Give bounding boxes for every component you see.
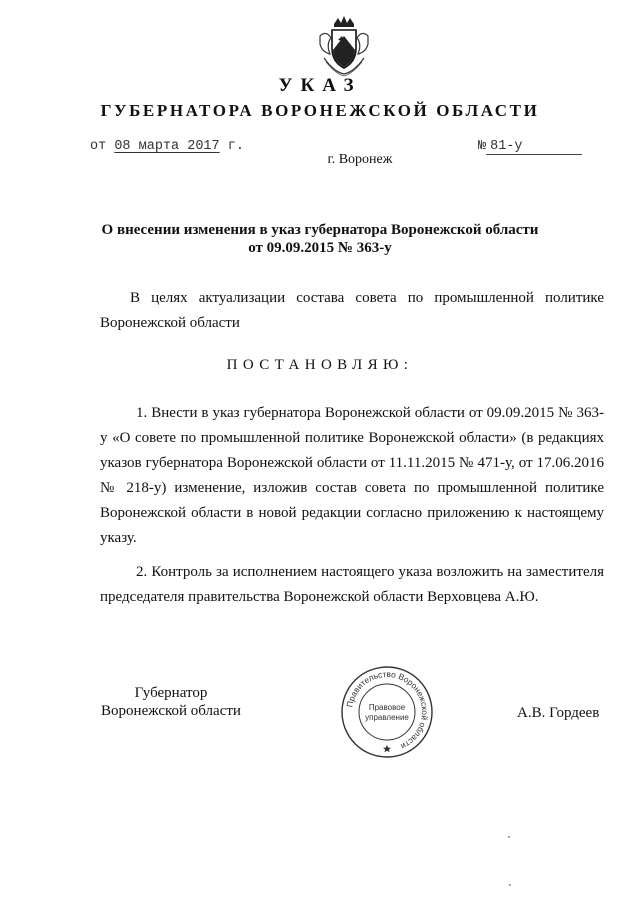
- purpose-paragraph: В целях актуализации состава совета по промышленной политике Воронежской области: [100, 290, 604, 331]
- signer-name: А.В. Гордеев: [517, 705, 600, 721]
- resolve-heading: ПОСТАНОВЛЯЮ:: [226, 357, 414, 373]
- stamp-ring-text: Правительство Воронежской области: [344, 668, 431, 752]
- issuer-title: ГУБЕРНАТОРА ВОРОНЕЖСКОЙ ОБЛАСТИ: [100, 101, 540, 120]
- decree-number: 81-у: [486, 139, 582, 155]
- heading-line-1: О внесении изменения в указ губернатора Воронежской области: [101, 222, 539, 238]
- official-stamp: [340, 665, 434, 759]
- document-title: УКАЗ: [278, 75, 362, 96]
- heading-line-2: от 09.09.2015 № 363-у: [248, 240, 392, 256]
- scan-speck: [509, 884, 511, 886]
- city: г. Воронеж: [327, 152, 393, 167]
- date-suffix: г.: [227, 139, 244, 154]
- stamp-star-icon: [383, 745, 391, 752]
- signer-title-line-1: Губернатор: [134, 685, 208, 701]
- decree-heading: [0, 221, 640, 257]
- number-prefix: №: [478, 139, 487, 154]
- date-prefix: от: [90, 139, 107, 154]
- signer-title: [100, 684, 242, 720]
- item-1-paragraph: 1. Внести в указ губернатора Воронежской области от 09.09.2015 № 363-у «О совете по промышленной политике Воронежской области» (в редакциях указов губернатора Воронежской области от 11.11.2015 № 471-у, от 17.06.2016 № 218-у) изменение, изложив состав совета по промышленной политике Воронежской области в новой редакции согласно приложению к настоящему указу.: [100, 405, 604, 546]
- date-value: 08 марта 2017: [114, 139, 220, 154]
- stamp-center-line-2: управление: [365, 713, 409, 722]
- scan-speck: [508, 836, 510, 838]
- coat-of-arms-icon: [312, 14, 376, 78]
- signer-title-line-2: Воронежской области: [101, 703, 241, 719]
- item-2-paragraph: 2. Контроль за исполнением настоящего указа возложить на заместителя председателя правительства Воронежской области Верховцева А.Ю.: [100, 564, 604, 605]
- stamp-center-line-1: Правовое: [368, 703, 406, 712]
